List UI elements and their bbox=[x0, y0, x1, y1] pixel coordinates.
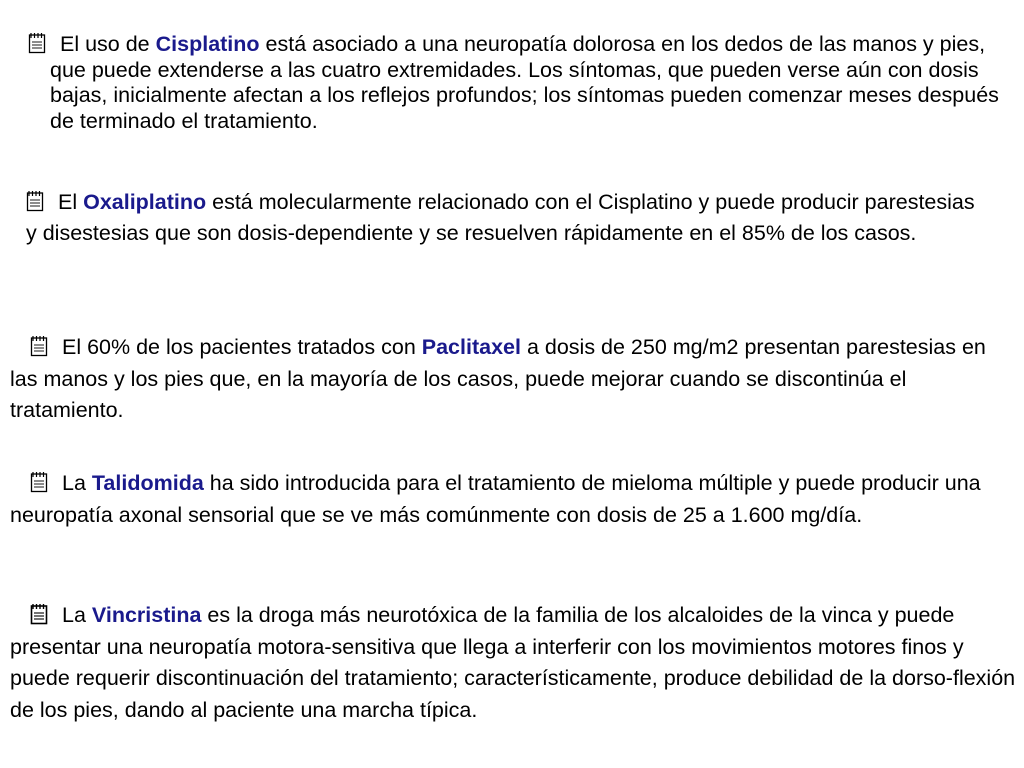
paragraph-text: La bbox=[62, 603, 92, 627]
paragraph-text: a dosis de 250 mg/m2 presentan parestesias en las manos y los pies que, en la mayoría de los casos, puede mejorar cuando se discontinúa el tratamiento. bbox=[10, 335, 986, 422]
notepad-bullet-icon bbox=[30, 603, 48, 625]
drug-name-cisplatino: Cisplatino bbox=[155, 32, 260, 56]
paragraph-text: ha sido introducida para el tratamiento de mieloma múltiple y puede producir una neuropatía axonal sensorial que se ve más comúnmente con dosis de 25 a 1.600 mg/día. bbox=[10, 471, 981, 527]
drug-name-paclitaxel: Paclitaxel bbox=[421, 335, 521, 359]
notepad-bullet-icon bbox=[30, 335, 48, 357]
paragraph-oxaliplatino bbox=[26, 187, 986, 249]
paragraph-talidomida bbox=[10, 468, 1010, 531]
drug-name-vincristina: Vincristina bbox=[91, 603, 202, 627]
drug-name-talidomida: Talidomida bbox=[91, 471, 204, 495]
paragraph-text: La bbox=[62, 471, 92, 495]
notepad-bullet-icon bbox=[26, 190, 44, 212]
paragraph-cisplatino bbox=[28, 32, 1024, 134]
paragraph-text: El uso de bbox=[60, 32, 156, 56]
paragraph-text: está asociado a una neuropatía dolorosa en los dedos de las manos y pies, que puede extenderse a las cuatro extremidades. Los síntomas, que pueden verse aún con dosis bajas, inicialmente afectan a los reflejos profundos; los síntomas pueden comenzar meses después de terminado el tratamiento. bbox=[50, 32, 999, 133]
paragraph-text: es la droga más neurotóxica de la familia de los alcaloides de la vinca y puede presentar una neuropatía motora-sensitiva que llega a interferir con los movimientos motores finos y puede requerir discontinuación del tratamiento; característicamente, produce debilidad de la dorso-flexión de los pies, dando al paciente una marcha típica. bbox=[10, 603, 1016, 722]
notepad-bullet-icon bbox=[28, 32, 46, 54]
paragraph-text: está molecularmente relacionado con el Cisplatino y puede producir parestesias y disestesias que son dosis-dependiente y se resuelven rápidamente en el 85% de los casos. bbox=[26, 190, 975, 245]
paragraph-text: El 60% de los pacientes tratados con bbox=[62, 335, 422, 359]
paragraph-paclitaxel bbox=[10, 332, 1010, 427]
paragraph-text: El bbox=[58, 190, 84, 214]
drug-name-oxaliplatino: Oxaliplatino bbox=[83, 190, 207, 214]
notepad-bullet-icon bbox=[30, 471, 48, 493]
paragraph-vincristina bbox=[10, 600, 1018, 726]
